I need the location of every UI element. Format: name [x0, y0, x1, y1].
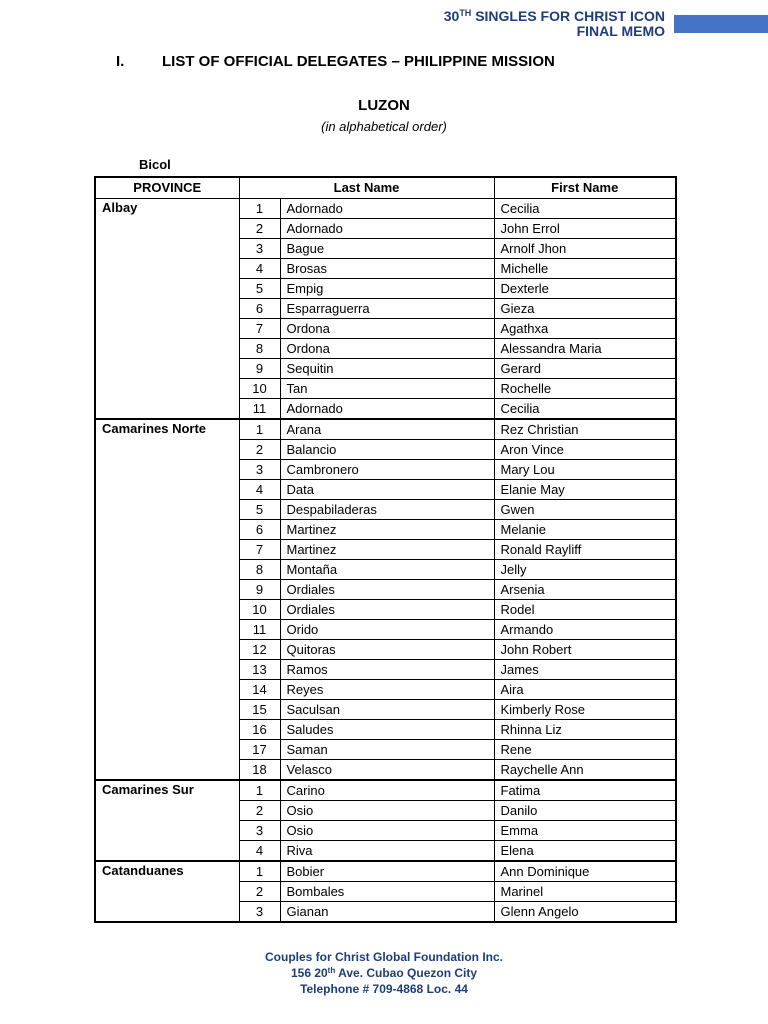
last-name-cell: Reyes — [280, 680, 494, 700]
header-edition-suffix: TH — [459, 8, 472, 18]
row-number-cell: 11 — [239, 620, 280, 640]
footer-address-street: Ave. Cubao Quezon City — [335, 966, 478, 980]
row-number-cell: 3 — [239, 460, 280, 480]
last-name-cell: Montaña — [280, 560, 494, 580]
first-name-cell: Aira — [494, 680, 676, 700]
last-name-cell: Saludes — [280, 720, 494, 740]
last-name-cell: Martinez — [280, 520, 494, 540]
row-number-cell: 10 — [239, 379, 280, 399]
first-name-cell: Ann Dominique — [494, 861, 676, 882]
row-number-cell: 3 — [239, 821, 280, 841]
last-name-cell: Arana — [280, 419, 494, 440]
row-number-cell: 15 — [239, 700, 280, 720]
row-number-cell: 11 — [239, 399, 280, 420]
row-number-cell: 1 — [239, 419, 280, 440]
first-name-cell: Agathxa — [494, 319, 676, 339]
row-number-cell: 5 — [239, 279, 280, 299]
last-name-cell: Balancio — [280, 440, 494, 460]
first-name-cell: Rene — [494, 740, 676, 760]
footer-address — [0, 965, 768, 981]
table-header-row — [95, 177, 676, 199]
row-number-cell: 8 — [239, 560, 280, 580]
last-name-cell: Martinez — [280, 540, 494, 560]
footer-telephone: Telephone # 709-4868 Loc. 44 — [300, 982, 468, 996]
section-number: I. — [116, 53, 125, 70]
footer-organization: Couples for Christ Global Foundation Inc. — [265, 950, 503, 964]
row-number-cell: 1 — [239, 780, 280, 801]
province-cell: Camarines Norte — [95, 419, 239, 780]
first-name-cell: Ronald Rayliff — [494, 540, 676, 560]
row-number-cell: 6 — [239, 299, 280, 319]
first-name-cell: Danilo — [494, 801, 676, 821]
footer-address-suffix: th — [327, 966, 336, 975]
first-name-cell: John Errol — [494, 219, 676, 239]
last-name-cell: Riva — [280, 841, 494, 862]
row-number-cell: 7 — [239, 540, 280, 560]
row-number-cell: 9 — [239, 580, 280, 600]
first-name-cell: Rhinna Liz — [494, 720, 676, 740]
first-name-cell: Michelle — [494, 259, 676, 279]
last-name-cell: Bobier — [280, 861, 494, 882]
last-name-cell: Adornado — [280, 399, 494, 420]
first-name-cell: Melanie — [494, 520, 676, 540]
last-name-cell: Ordiales — [280, 580, 494, 600]
first-name-cell: Aron Vince — [494, 440, 676, 460]
page-footer — [0, 949, 768, 997]
memo-header — [444, 9, 665, 39]
first-name-cell: Rez Christian — [494, 419, 676, 440]
first-name-cell: Cecilia — [494, 199, 676, 219]
last-name-cell: Esparraguerra — [280, 299, 494, 319]
row-number-cell: 12 — [239, 640, 280, 660]
header-edition-number: 30 — [443, 8, 460, 24]
first-name-cell: Emma — [494, 821, 676, 841]
last-name-cell: Orido — [280, 620, 494, 640]
first-name-cell: Jelly — [494, 560, 676, 580]
row-number-cell: 1 — [239, 199, 280, 219]
first-name-cell: Rochelle — [494, 379, 676, 399]
row-number-cell: 3 — [239, 902, 280, 923]
header-province: PROVINCE — [95, 177, 239, 199]
first-name-cell: Cecilia — [494, 399, 676, 420]
last-name-cell: Bombales — [280, 882, 494, 902]
last-name-cell: Empig — [280, 279, 494, 299]
last-name-cell: Carino — [280, 780, 494, 801]
table-row — [95, 861, 676, 882]
row-number-cell: 1 — [239, 861, 280, 882]
first-name-cell: Arsenia — [494, 580, 676, 600]
header-first-name: First Name — [494, 177, 676, 199]
memo-header-subtitle: FINAL MEMO — [576, 23, 665, 39]
first-name-cell: Elanie May — [494, 480, 676, 500]
last-name-cell: Ramos — [280, 660, 494, 680]
table-row — [95, 780, 676, 801]
header-event-name: SINGLES FOR CHRIST ICON — [471, 8, 665, 24]
footer-address-number: 156 20 — [290, 966, 328, 980]
first-name-cell: Mary Lou — [494, 460, 676, 480]
last-name-cell: Brosas — [280, 259, 494, 279]
row-number-cell: 8 — [239, 339, 280, 359]
row-number-cell: 10 — [239, 600, 280, 620]
first-name-cell: Dexterle — [494, 279, 676, 299]
section-title — [116, 53, 555, 70]
province-cell: Albay — [95, 199, 239, 420]
row-number-cell: 4 — [239, 480, 280, 500]
first-name-cell: Gieza — [494, 299, 676, 319]
last-name-cell: Saculsan — [280, 700, 494, 720]
header-last-name: Last Name — [239, 177, 494, 199]
row-number-cell: 5 — [239, 500, 280, 520]
row-number-cell: 6 — [239, 520, 280, 540]
table-row — [95, 199, 676, 219]
first-name-cell: James — [494, 660, 676, 680]
first-name-cell: Arnolf Jhon — [494, 239, 676, 259]
last-name-cell: Sequitin — [280, 359, 494, 379]
first-name-cell: Gwen — [494, 500, 676, 520]
last-name-cell: Despabiladeras — [280, 500, 494, 520]
last-name-cell: Adornado — [280, 199, 494, 219]
section-title-text: LIST OF OFFICIAL DELEGATES – PHILIPPINE MISSION — [162, 53, 555, 70]
province-cell: Catanduanes — [95, 861, 239, 922]
last-name-cell: Velasco — [280, 760, 494, 781]
row-number-cell: 14 — [239, 680, 280, 700]
first-name-cell: Alessandra Maria — [494, 339, 676, 359]
row-number-cell: 2 — [239, 882, 280, 902]
delegates-table — [94, 176, 677, 923]
first-name-cell: Elena — [494, 841, 676, 862]
last-name-cell: Data — [280, 480, 494, 500]
last-name-cell: Bague — [280, 239, 494, 259]
header-accent-bar — [674, 15, 768, 33]
row-number-cell: 3 — [239, 239, 280, 259]
last-name-cell: Osio — [280, 801, 494, 821]
last-name-cell: Saman — [280, 740, 494, 760]
memo-header-title — [444, 9, 665, 24]
row-number-cell: 17 — [239, 740, 280, 760]
row-number-cell: 2 — [239, 801, 280, 821]
row-number-cell: 9 — [239, 359, 280, 379]
table-row — [95, 419, 676, 440]
last-name-cell: Ordiales — [280, 600, 494, 620]
last-name-cell: Quitoras — [280, 640, 494, 660]
last-name-cell: Adornado — [280, 219, 494, 239]
row-number-cell: 16 — [239, 720, 280, 740]
region-title: LUZON — [358, 97, 410, 114]
table-body — [95, 199, 676, 923]
first-name-cell: Glenn Angelo — [494, 902, 676, 923]
last-name-cell: Osio — [280, 821, 494, 841]
row-number-cell: 2 — [239, 219, 280, 239]
first-name-cell: Rodel — [494, 600, 676, 620]
order-note: (in alphabetical order) — [321, 119, 447, 134]
first-name-cell: Fatima — [494, 780, 676, 801]
last-name-cell: Cambronero — [280, 460, 494, 480]
row-number-cell: 2 — [239, 440, 280, 460]
last-name-cell: Ordona — [280, 339, 494, 359]
row-number-cell: 4 — [239, 841, 280, 862]
row-number-cell: 7 — [239, 319, 280, 339]
last-name-cell: Tan — [280, 379, 494, 399]
first-name-cell: Armando — [494, 620, 676, 640]
first-name-cell: Raychelle Ann — [494, 760, 676, 781]
last-name-cell: Gianan — [280, 902, 494, 923]
last-name-cell: Ordona — [280, 319, 494, 339]
row-number-cell: 4 — [239, 259, 280, 279]
first-name-cell: Marinel — [494, 882, 676, 902]
province-cell: Camarines Sur — [95, 780, 239, 861]
subregion-label: Bicol — [139, 157, 171, 172]
row-number-cell: 18 — [239, 760, 280, 781]
first-name-cell: Kimberly Rose — [494, 700, 676, 720]
row-number-cell: 13 — [239, 660, 280, 680]
first-name-cell: Gerard — [494, 359, 676, 379]
first-name-cell: John Robert — [494, 640, 676, 660]
